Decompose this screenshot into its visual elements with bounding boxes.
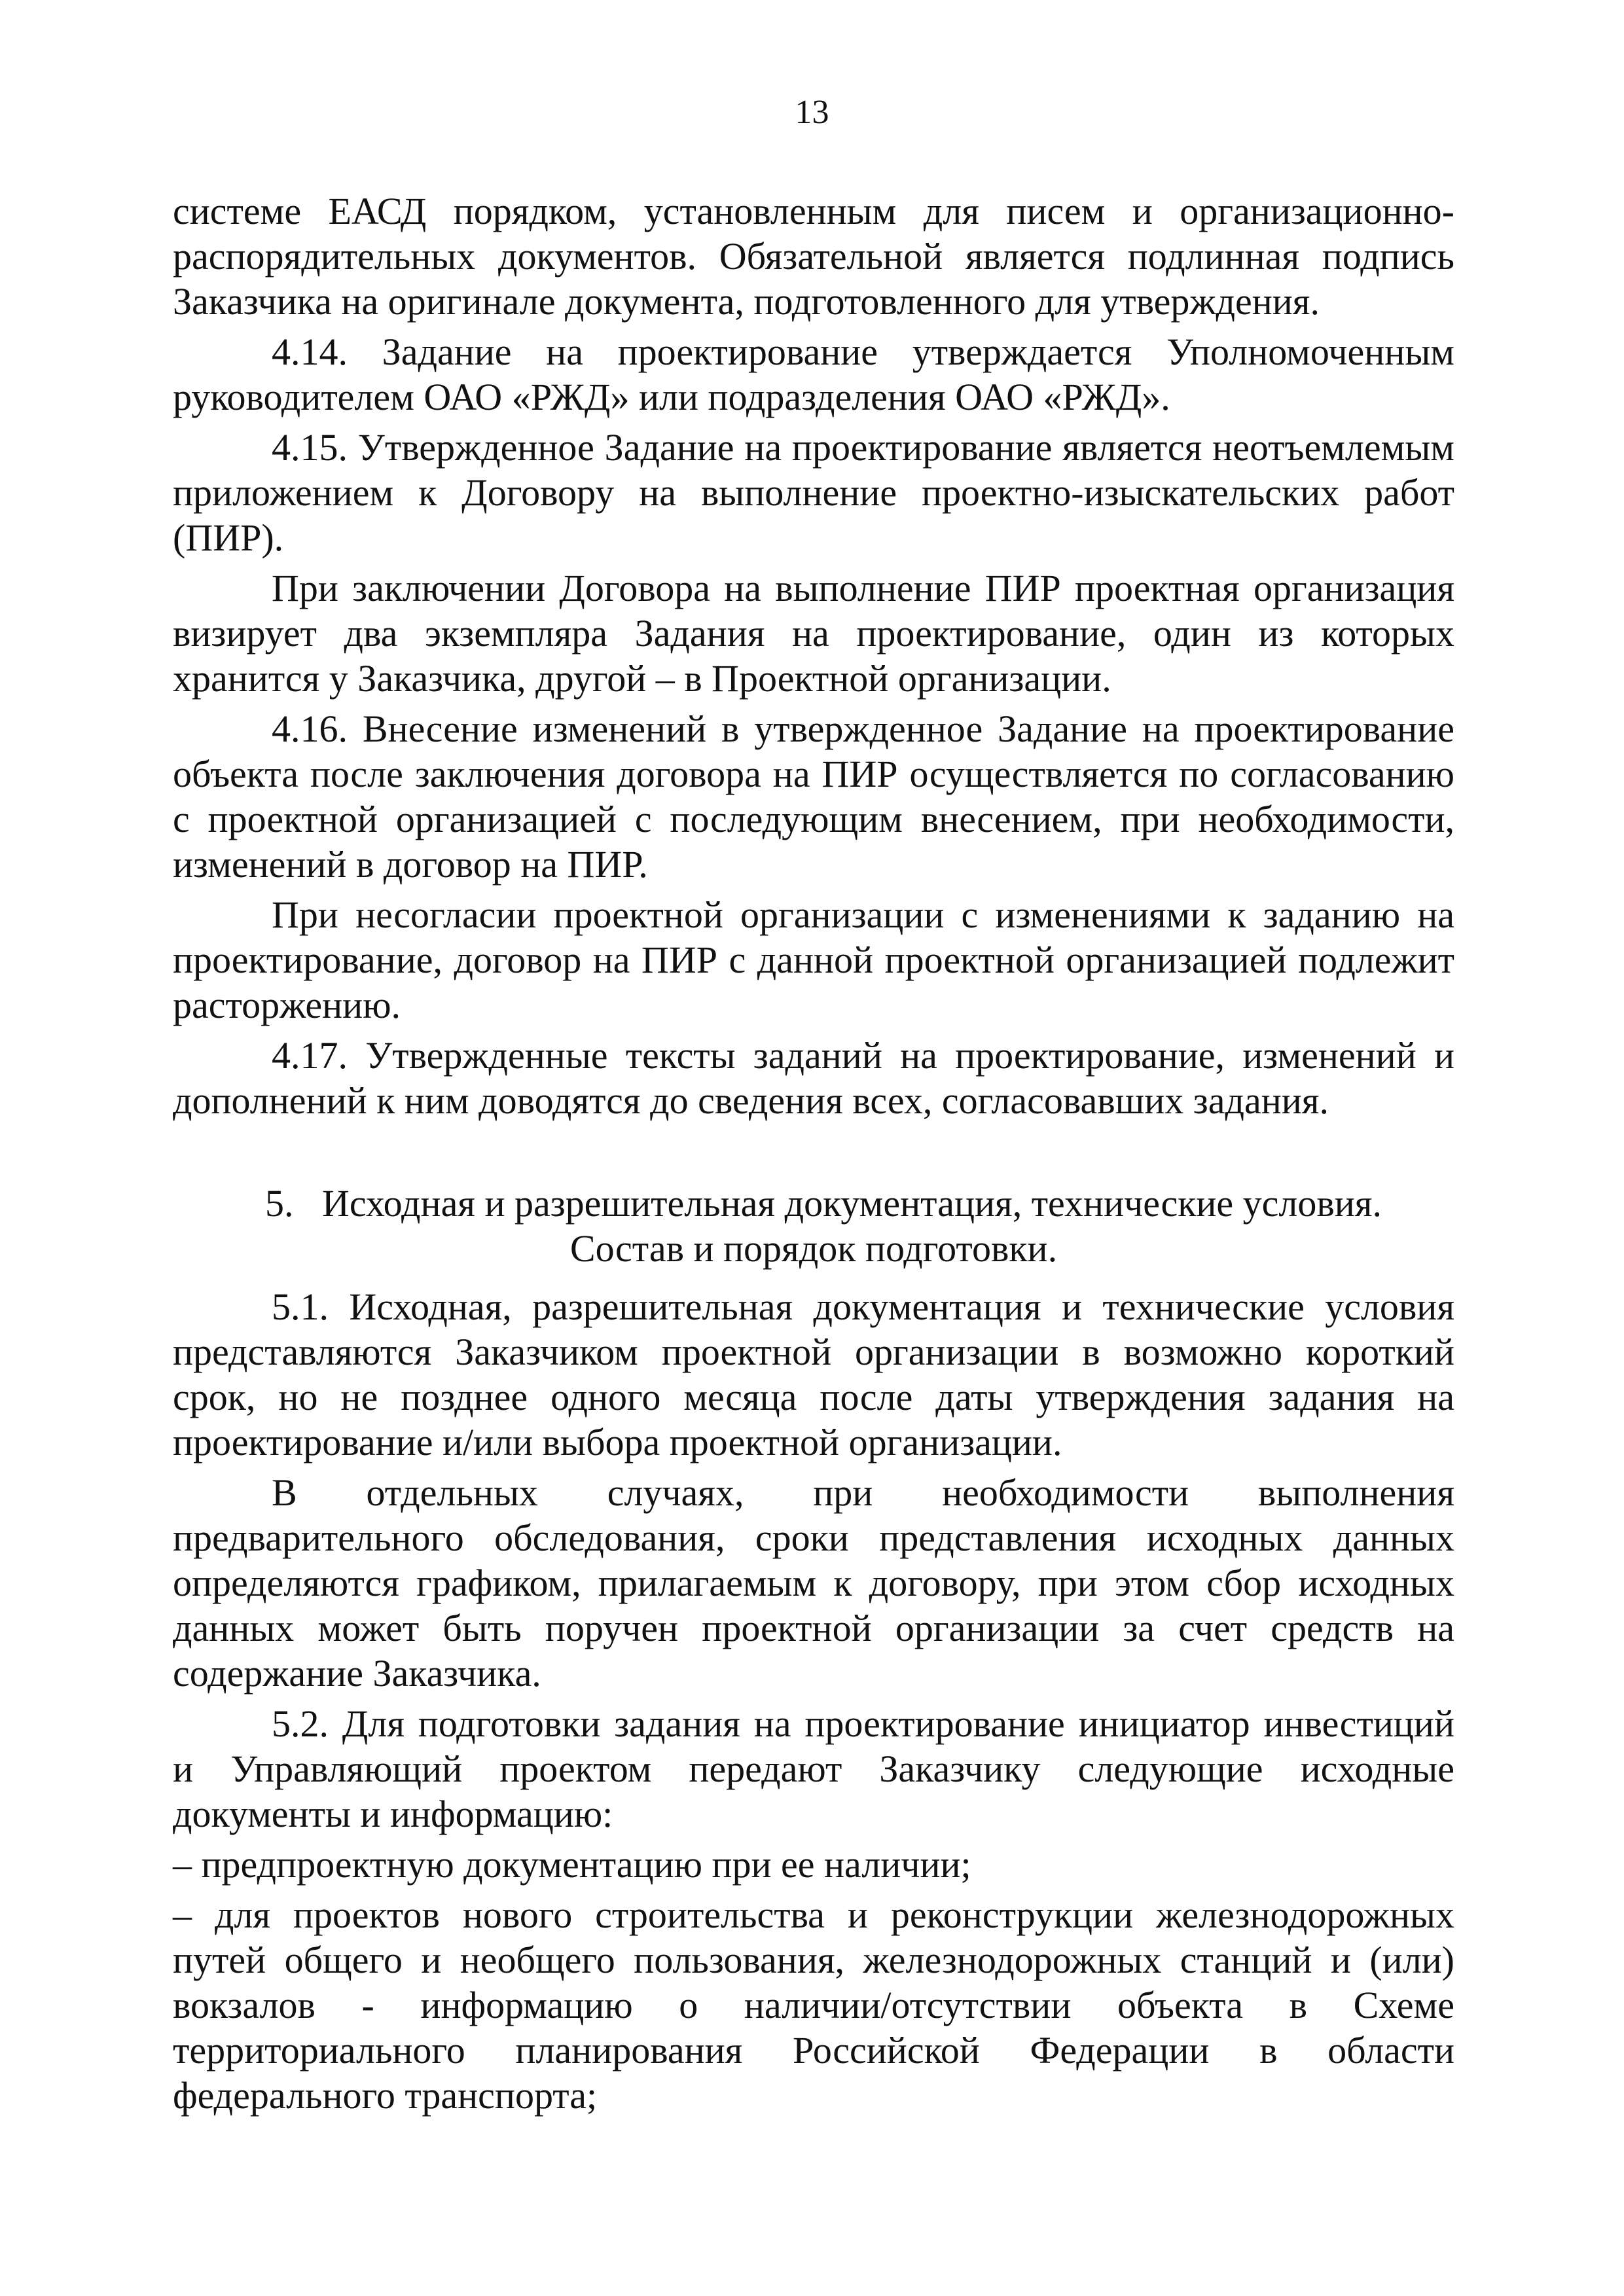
paragraph-5-1: 5.1. Исходная, разрешительная документация и технические условия представляются Заказчиком проектной организации в возможно короткий срок, но не позднее одного месяца после даты утверждения задания на проектирование и/или выбора проектной организации. bbox=[173, 1285, 1454, 1463]
paragraph: системе ЕАСД порядком, установленным для писем и организационно-распорядительных документов. Обязательной является подлинная подпись Заказчика на оригинале документа, подготовленного для утверждения. bbox=[173, 190, 1454, 323]
paragraph-4-17: 4.17. Утвержденные тексты заданий на проектирование, изменений и дополнений к ним доводятся до сведения всех, согласовавших задания. bbox=[173, 1034, 1454, 1122]
section-heading-line1: 5. Исходная и разрешительная документация, технические условия. bbox=[265, 1182, 1382, 1225]
paragraph-4-14: 4.14. Задание на проектирование утверждается Уполномоченным руководителем ОАО «РЖД» или подразделения ОАО «РЖД». bbox=[173, 331, 1454, 418]
page-number: 13 bbox=[795, 94, 829, 131]
section-heading bbox=[173, 1181, 1454, 1271]
document-body bbox=[173, 188, 1454, 2123]
paragraph: При заключении Договора на выполнение ПИР проектная организация визирует два экземпляра Задания на проектирование, один из которых хранится у Заказчика, другой – в Проектной организации. bbox=[173, 567, 1454, 700]
paragraph: В отдельных случаях, при необходимости выполнения предварительного обследования, сроки представления исходных данных определяются графиком, прилагаемым к договору, при этом сбор исходных данных может быть поручен проектной организации за счет средств на содержание Заказчика. bbox=[173, 1471, 1454, 1695]
section-heading-line2: Состав и порядок подготовки. bbox=[569, 1227, 1058, 1270]
list-item: – предпроектную документацию при ее наличии; bbox=[173, 1843, 971, 1886]
paragraph-4-15: 4.15. Утвержденное Задание на проектирование является неотъемлемым приложением к Договору на выполнение проектно-изыскательских работ (ПИР). bbox=[173, 426, 1454, 559]
paragraph: При несогласии проектной организации с изменениями к заданию на проектирование, договор на ПИР с данной проектной организацией подлежит расторжению. bbox=[173, 893, 1454, 1026]
paragraph-4-16: 4.16. Внесение изменений в утвержденное Задание на проектирование объекта после заключения договора на ПИР осуществляется по согласованию с проектной организацией с последующим внесением, при необходимости, изменений в договор на ПИР. bbox=[173, 708, 1454, 886]
paragraph-5-2: 5.2. Для подготовки задания на проектирование инициатор инвестиций и Управляющий проектом передают Заказчику следующие исходные документы и информацию: bbox=[173, 1702, 1454, 1835]
list-item: – для проектов нового строительства и реконструкции железнодорожных путей общего и необщего пользования, железнодорожных станций и (или) вокзалов - информацию о наличии/отсутствии объекта в Схеме территориального планирования Российской Федерации в области федерального транспорта; bbox=[173, 1893, 1454, 2117]
